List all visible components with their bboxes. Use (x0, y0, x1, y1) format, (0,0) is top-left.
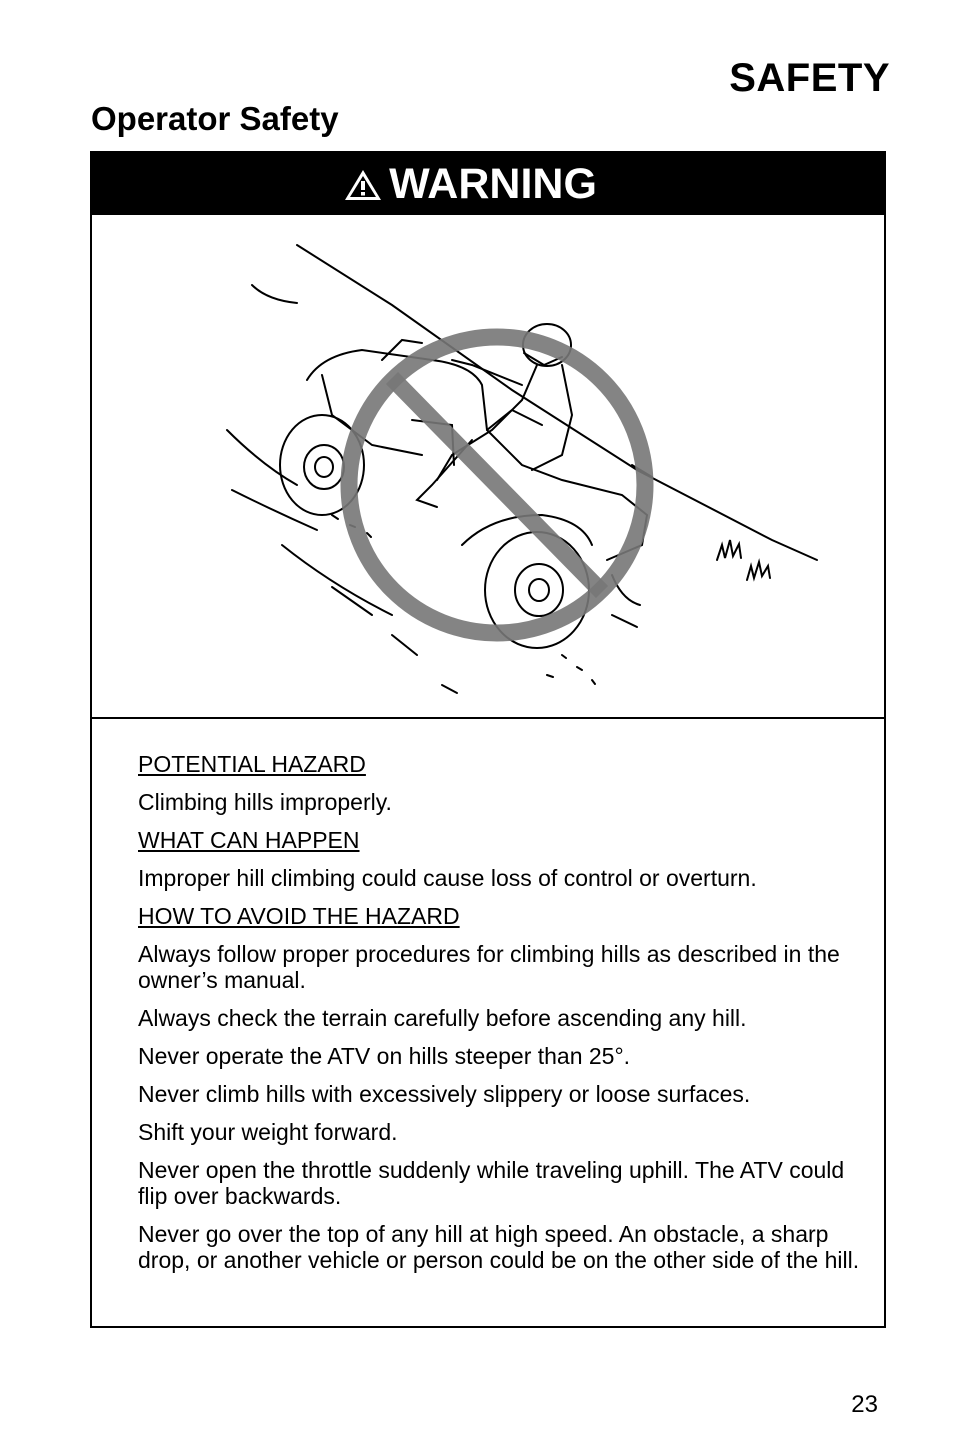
avoid-item: Never go over the top of any hill at high speed. An obstacle, a sharp drop, or another vehicle or person could be on the other side of the hill. (138, 1221, 860, 1273)
warning-triangle-icon (343, 168, 383, 202)
what-can-happen-text: Improper hill climbing could cause loss of control or overturn. (138, 865, 757, 891)
avoid-item: Shift your weight forward. (138, 1119, 398, 1145)
avoid-item: Never operate the ATV on hills steeper than 25°. (138, 1043, 631, 1069)
warning-label: WARNING (389, 159, 597, 208)
potential-hazard-text: Climbing hills improperly. (138, 789, 392, 815)
avoid-item: Always follow proper procedures for climbing hills as described in the owner’s manual. (138, 941, 840, 993)
page-heading: Operator Safety (91, 100, 339, 137)
warning-header (92, 153, 884, 215)
page-number: 23 (851, 1391, 878, 1418)
avoid-hazard-heading: HOW TO AVOID THE HAZARD (138, 903, 460, 929)
avoid-item: Always check the terrain carefully before ascending any hill. (138, 1005, 747, 1031)
atv-hill-illustration (92, 215, 884, 719)
section-title: SAFETY (729, 56, 890, 100)
what-can-happen-heading: WHAT CAN HAPPEN (138, 827, 360, 853)
warning-body (92, 719, 884, 1273)
atv-illustration (92, 215, 884, 717)
warning-box (90, 151, 886, 1328)
avoid-item: Never open the throttle suddenly while traveling uphill. The ATV could flip over backwards. (138, 1157, 845, 1209)
avoid-item: Never climb hills with excessively slippery or loose surfaces. (138, 1081, 751, 1107)
potential-hazard-heading: POTENTIAL HAZARD (138, 751, 366, 777)
